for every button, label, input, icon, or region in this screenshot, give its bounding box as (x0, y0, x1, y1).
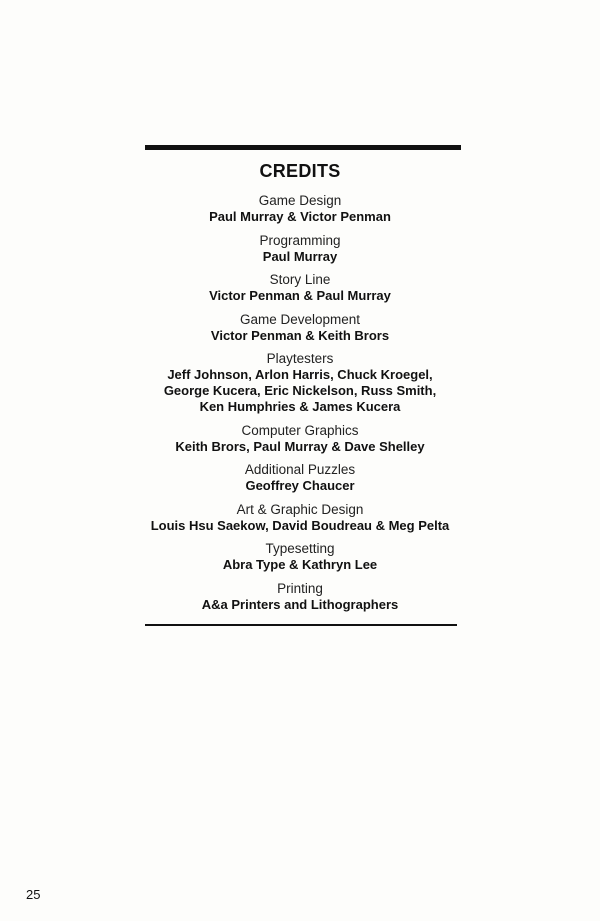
page-number: 25 (26, 887, 41, 902)
credit-names: George Kucera, Eric Nickelson, Russ Smith, (163, 383, 437, 398)
credit-entry-game-design (120, 193, 480, 225)
credit-names: A&a Printers and Lithographers (201, 596, 399, 612)
credit-role: Art & Graphic Design (236, 501, 364, 517)
credits-title: CREDITS (259, 161, 341, 181)
credit-entry-printing (120, 581, 480, 613)
credit-names: Geoffrey Chaucer (245, 478, 355, 493)
credit-role: Programming (259, 232, 341, 248)
credit-entry-art-graphic-design (120, 502, 480, 534)
credit-role: Story Line (269, 272, 331, 287)
credit-entry-programming (120, 233, 480, 265)
credit-role: Game Development (239, 311, 361, 327)
credit-entry-playtesters (120, 351, 480, 415)
credits-list (120, 193, 480, 620)
credit-names: Paul Murray & Victor Penman (209, 209, 391, 224)
credit-names: Victor Penman & Paul Murray (209, 288, 391, 303)
credit-entry-story-line (120, 272, 480, 304)
credit-names: Keith Brors, Paul Murray & Dave Shelley (175, 438, 425, 454)
credit-role: Printing (277, 580, 323, 596)
bottom-rule (145, 624, 457, 626)
credit-names: Paul Murray (262, 248, 338, 264)
credit-names: Abra Type & Kathryn Lee (222, 557, 378, 572)
credit-names: Louis Hsu Saekow, David Boudreau & Meg Pelta (150, 517, 450, 533)
credit-names: Jeff Johnson, Arlon Harris, Chuck Kroegel, (167, 367, 433, 382)
credit-entry-typesetting (120, 541, 480, 573)
credit-names: Ken Humphries & James Kucera (199, 399, 401, 414)
top-rule (145, 145, 461, 150)
credit-role: Additional Puzzles (244, 462, 356, 477)
credit-role: Computer Graphics (241, 422, 359, 438)
credit-role: Typesetting (265, 541, 335, 556)
credit-names: Victor Penman & Keith Brors (210, 327, 390, 343)
credit-role: Game Design (258, 193, 342, 208)
credit-entry-game-development (120, 312, 480, 344)
credit-entry-additional-puzzles (120, 462, 480, 494)
credit-entry-computer-graphics (120, 423, 480, 455)
credit-role: Playtesters (266, 351, 334, 366)
